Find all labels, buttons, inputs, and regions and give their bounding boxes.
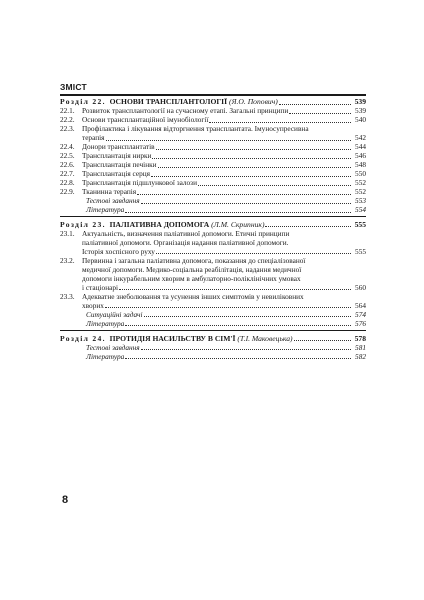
toc-item[interactable]: 23.2. Первинна і загальна паліативна допомога, показання до спеціалізованої [60,255,306,265]
toc-item[interactable]: 22.6. Трансплантація печінки 548 [60,160,366,169]
toc-item[interactable]: 22.9. Тканинна терапія 552 [60,187,366,196]
chapter-prefix: Розділ 23. [60,219,106,229]
chapter-title: ПРОТИДІЯ НАСИЛЬСТВУ В СІМ'Ї [109,333,236,343]
tests-entry[interactable]: Тестові завдання 581 [86,342,366,352]
toc-item[interactable]: 22.1. Розвиток трансплантології на сучасному етапі. Загальні принципи 539 [60,106,366,115]
table-of-contents [60,97,366,361]
literature-entry[interactable]: Література 576 [86,318,366,328]
situational-tasks-entry[interactable]: Ситуаційні задачі 574 [86,309,366,319]
literature-entry[interactable]: Література 554 [86,205,366,214]
toc-item[interactable]: 22.7. Трансплантація серця 550 [60,169,366,178]
toc-item-continuation: допомоги інкурабельним хворим в амбулаторно-поліклінічних умовах [82,273,301,283]
toc-item[interactable]: 22.2. Основи трансплантаційної імунобіології 540 [60,115,366,124]
chapter-page: 578 [354,333,366,343]
section-header: ЗМІСТ [60,82,87,92]
toc-item[interactable]: 22.8. Трансплантація підшлункової залози 552 [60,178,366,187]
chapter-23-entry[interactable] [60,220,366,229]
chapter-page: 555 [354,219,366,229]
chapter-title: ПАЛІАТИВНА ДОПОМОГА [109,219,210,229]
chapter-title: ОСНОВИ ТРАНСПЛАНТОЛОГІЇ [109,97,228,106]
toc-item-continuation: паліативної допомоги. Організація надання паліативної допомоги. [82,237,289,247]
chapter-prefix: Розділ 22. [60,97,106,106]
page-number: 8 [62,494,69,506]
chapter-divider [60,330,366,331]
chapter-page: 539 [354,97,366,106]
chapter-author: (Л.М. Скрипник) [211,219,265,229]
toc-item[interactable]: 22.5. Трансплантація нирки 546 [60,151,366,160]
chapter-22-entry[interactable] [60,97,366,106]
toc-item[interactable]: 23.1. Актуальність, визначення паліативної допомоги. Етичні принципи [60,228,290,238]
chapter-24-entry[interactable] [60,334,366,343]
chapter-author: (Т.І. Маковецька) [237,333,293,343]
toc-item-continuation: медичної допомоги. Медико-соціальна реабілітація, надання медичної [82,264,302,274]
header-rule [60,94,366,96]
toc-item[interactable]: 22.3. Профілактика і лікування відторгнення трансплантата. Імуносупресивна [60,124,309,133]
literature-entry[interactable]: Література 582 [86,351,366,361]
chapter-prefix: Розділ 24. [60,333,106,343]
toc-item-continuation: і стаціонарі 560 [82,282,366,292]
toc-item-continuation: Історія хоспісного руху 555 [82,246,366,256]
toc-item-continuation: хворих 564 [82,300,366,310]
toc-item-continuation: терапія 542 [82,133,366,142]
chapter-author: (Я.О. Попович) [229,97,278,106]
chapter-divider [60,216,366,217]
tests-entry[interactable]: Тестові завдання 553 [86,196,366,205]
toc-item[interactable]: 23.3. Адекватне знеболювання та усунення інших симптомів у невиліковних [60,291,304,301]
toc-item[interactable]: 22.4. Донори трансплантатів 544 [60,142,366,151]
